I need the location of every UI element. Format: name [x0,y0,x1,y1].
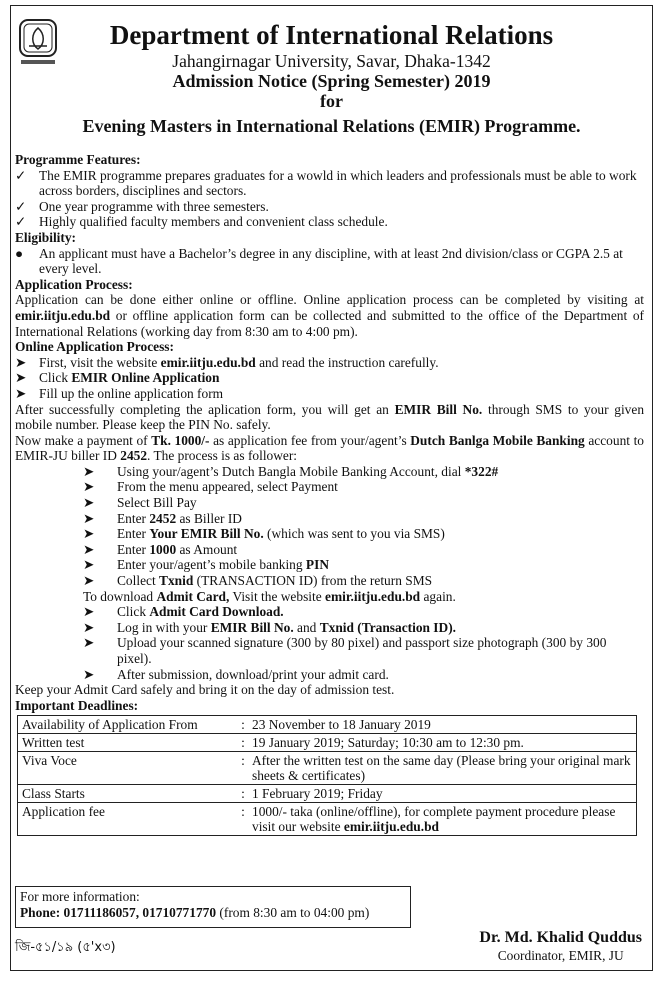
table-row: Application fee : 1000/- taka (online/offline), for complete payment procedure please visit our website emir.iitju.edu.bd [18,803,637,836]
admit-step: ➤ Upload your scanned signature (300 by 80 pixel) and passport size photograph (300 by 300 pixel). [83,635,607,666]
memo-number: জি-৫১/১৯ (৫'x৩) [15,940,116,955]
arrow-icon: ➤ [83,604,95,620]
eligibility-heading: Eligibility: [15,229,77,245]
contact-heading: For more information: [20,889,140,904]
application-heading: Application Process: [15,276,133,292]
payment-step: ➤ Collect Txnid (TRANSACTION ID) from the return SMS [83,573,433,589]
check-icon: ✓ [15,214,27,230]
table-row: Availability of Application From : 23 November to 18 January 2019 [18,716,637,734]
table-row: Class Starts : 1 February 2019; Friday [18,785,637,803]
arrow-icon: ➤ [83,666,95,682]
feature-item: ✓ Highly qualified faculty members and convenient class schedule. [15,214,388,230]
online-step: ➤ First, visit the website emir.iitju.edu.bd and read the instruction carefully. [15,354,439,370]
arrow-icon: ➤ [83,573,95,589]
university-address: Jahangirnagar University, Savar, Dhaka-1342 [172,51,491,71]
bullet-icon: ● [15,245,24,261]
bill-number-text: After successfully completing the aplication form, you will get an EMIR Bill No. through SMS to your given mobile number. Please keep the PIN No. safely. [15,401,645,433]
admit-card-text: To download Admit Card, Visit the website emir.iitju.edu.bd again. [83,588,456,604]
admit-step: ➤ After submission, download/print your admit card. [83,666,389,682]
programme-title: Evening Masters in International Relations (EMIR) Programme. [82,116,581,136]
header [11,20,652,137]
check-icon: ✓ [15,198,27,214]
payment-step: ➤ Using your/agent’s Dutch Bangla Mobile Banking Account, dial *322# [83,463,499,479]
coordinator-title: Coordinator, EMIR, JU [497,948,624,963]
payment-step: ➤ Enter Your EMIR Bill No. (which was sent to you via SMS) [83,526,445,542]
payment-step: ➤ Enter 2452 as Biller ID [83,510,242,526]
arrow-icon: ➤ [15,370,27,386]
arrow-icon: ➤ [83,526,95,542]
feature-item: ✓ The EMIR programme prepares graduates for a wowld in which leaders and professionals must be able to work across borders, disciplines and sectors. [15,167,637,199]
arrow-icon: ➤ [83,541,95,557]
payment-step: ➤ Enter 1000 as Amount [83,541,238,557]
arrow-icon: ➤ [83,619,95,635]
deadlines-table [17,715,637,836]
notice-body [15,152,644,836]
online-heading: Online Application Process: [15,339,174,355]
application-text: Application can be done either online or offline. Online application process can be completed by visiting at emir.iitju.edu.bd or offline application form can be collected and submitted to the office of the Department of International Relations (working day from 8:30 am to 4:00 pm). [15,292,644,339]
check-icon: ✓ [15,167,27,183]
notice-page [10,5,653,971]
department-title: Department of International Relations [109,20,554,50]
arrow-icon: ➤ [83,557,95,573]
signature-block [479,928,642,964]
payment-text: Now make a payment of Tk. 1000/- as application fee from your/agent’s Dutch Banlga Mobile Banking account to EMIR-JU biller ID 2452. The process is as follower: [15,432,644,464]
keep-admit-text: Keep your Admit Card safely and bring it on the day of admission test. [15,682,395,698]
arrow-icon: ➤ [83,495,95,511]
online-step: ➤ Click EMIR Online Application [15,370,220,386]
for-text: for [320,91,343,111]
coordinator-name: Dr. Md. Khalid Quddus [479,929,642,946]
arrow-icon: ➤ [83,463,95,479]
arrow-icon: ➤ [83,635,95,651]
table-row: Written test : 19 January 2019; Saturday; 10:30 am to 12:30 pm. [18,734,637,752]
admit-step: ➤ Log in with your EMIR Bill No. and Txnid (Transaction ID). [83,619,456,635]
deadlines-heading: Important Deadlines: [15,697,139,713]
arrow-icon: ➤ [83,479,95,495]
admit-step: ➤ Click Admit Card Download. [83,604,284,620]
features-heading: Programme Features: [15,152,141,167]
arrow-icon: ➤ [15,354,27,370]
payment-step: ➤ Enter your/agent’s mobile banking PIN [83,557,329,573]
online-step: ➤ Fill up the online application form [15,385,224,401]
payment-step: ➤ From the menu appeared, select Payment [83,479,338,495]
notice-title: Admission Notice (Spring Semester) 2019 [172,71,491,91]
feature-item: ✓ One year programme with three semesters. [15,198,269,214]
arrow-icon: ➤ [15,385,27,401]
eligibility-item: ● An applicant must have a Bachelor’s degree in any discipline, with at least 2nd division/class or CGPA 2.5 at every level. [15,245,623,277]
contact-box [15,886,411,928]
contact-phone: Phone: 01711186057, 01710771770 (from 8:30 am to 04:00 pm) [20,904,370,920]
arrow-icon: ➤ [83,510,95,526]
payment-step: ➤ Select Bill Pay [83,495,197,511]
table-row: Viva Voce : After the written test on the same day (Please bring your original mark sheets & certificates) [18,752,637,785]
